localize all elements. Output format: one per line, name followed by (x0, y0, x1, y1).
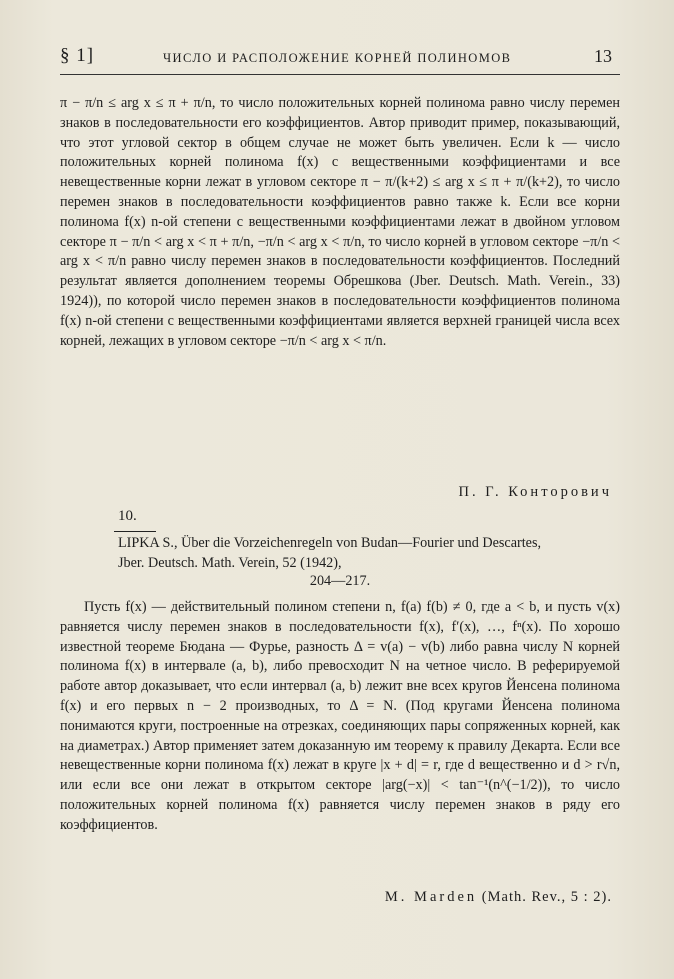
article2-body (60, 598, 620, 836)
article2-reference: LIPKA S., Über die Vorzeichenregeln von Budan—Fourier und Descartes, Jber. Deutsch. Math. Verein, 52 (1942), (118, 535, 542, 571)
article2-signature-name: M. Marden (384, 889, 478, 905)
section-marker: § 1] (60, 45, 95, 66)
article1-body (60, 94, 620, 351)
article2-signature (60, 889, 612, 906)
article1-signature: П. Г. Конторович (458, 484, 612, 500)
article2-number: 10. (118, 508, 137, 524)
article2-number-rule (114, 531, 156, 532)
article2-reference-pages: 204—217. (309, 573, 371, 589)
header-rule (60, 74, 620, 75)
article2-paragraph: Пусть f(x) — действительный полином степени n, f(a) f(b) ≠ 0, где a < b, и пусть v(x) равняется числу перемен знаков в последовательности f(x), f′(x), …, fⁿ(x). По хорошо известной теореме Бюдана — Фурье, разность Δ = v(a) − v(b) либо равна числу N корней полинома f(x) в интервале (a, b), либо превосходит N на четное число. В реферируемой работе автор доказывает, что если интервал (a, b) лежит вне всех кругов Йенсена полинома f(x) и его первых n − 2 производных, то Δ = N. (Под кругами Йенсена полинома понимаются круги, построенные на отрезках, соединяющих пары сопряженных корней, как на диаметрах.) Автор применяет затем доказанную им теорему к правилу Декарта. Если все невещественные корни полинома f(x) лежат в круге |x + d| = r, где d вещественно и d > r√n, или если все они лежат в открытом секторе |arg(−x)| < tan⁻¹(n^(−1/2)), то число положительных корней полинома f(x) равняется числу перемен знаков в ряду его коэффициентов. (60, 599, 620, 833)
running-title: ЧИСЛО И РАСПОЛОЖЕНИЕ КОРНЕЙ ПОЛИНОМОВ (163, 51, 512, 65)
page-number: 13 (594, 46, 612, 66)
article1-paragraph: π − π/n ≤ arg x ≤ π + π/n, то число положительных корней полинома равно числу перемен знаков в последовательности его коэффициентов. Автор приводит пример, показывающий, что этот угловой сектор в общем случае не может быть увеличен. Если k — число положительных корней полинома f(x) с вещественными коэффициентами и все невещественные корни лежат в угловом секторе π − π/(k+2) ≤ arg x ≤ π + π/(k+2), то число перемен знаков в последовательности коэффициентов равно также k. Если все корни полинома f(x) n-ой степени с вещественными коэффициентами лежат в двойном угловом секторе π − π/n < arg x < π + π/n, −π/n < arg x < π/n, то число корней в угловом секторе −π/n < arg x < π/n равно числу перемен знаков в последовательности коэффициентов. Последний результат является дополнением теоремы Обрешкова (Jber. Deutsch. Math. Verein., 33) 1924)), по которой число перемен знаков в последовательности коэффициентов полинома f(x) n-ой степени с вещественными коэффициентами является верхней границей числа всех корней, лежащих в угловом секторе −π/n < arg x < π/n. (60, 95, 620, 349)
article2-signature-source: (Math. Rev., 5 : 2). (481, 889, 612, 905)
